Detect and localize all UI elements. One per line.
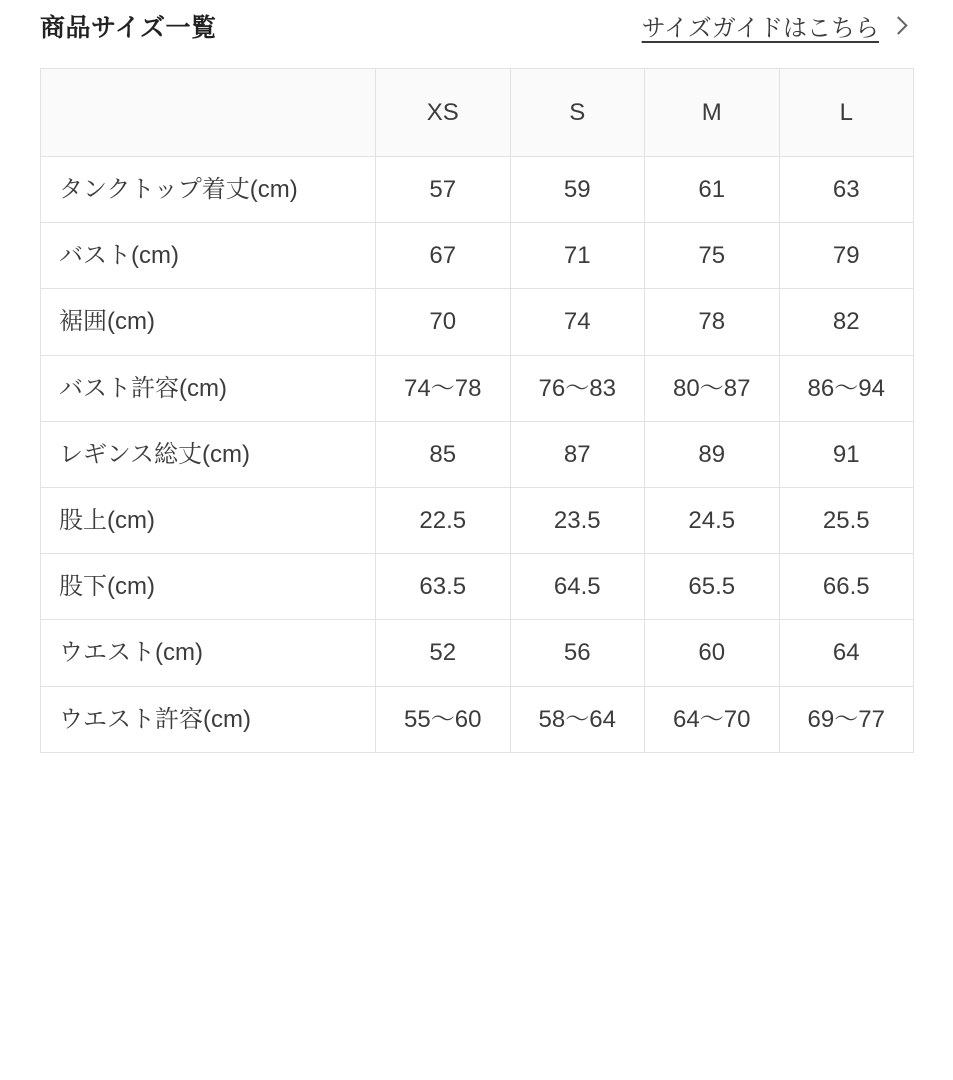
cell-value: 70 (376, 289, 511, 355)
table-row (41, 554, 914, 620)
cell-value: 57 (376, 157, 511, 223)
cell-value: 22.5 (376, 487, 511, 553)
cell-value: 86〜94 (779, 355, 914, 421)
cell-value: 61 (645, 157, 780, 223)
cell-value: 65.5 (645, 554, 780, 620)
column-header-s: S (510, 69, 645, 157)
column-header-m: M (645, 69, 780, 157)
page-title: 商品サイズ一覧 (40, 14, 217, 42)
table-row (41, 289, 914, 355)
cell-value: 79 (779, 223, 914, 289)
table-row (41, 487, 914, 553)
cell-value: 63 (779, 157, 914, 223)
column-header-xs: XS (376, 69, 511, 157)
row-label: 裾囲(cm) (41, 289, 376, 355)
cell-value: 89 (645, 421, 780, 487)
size-guide-link[interactable]: サイズガイドはこちら (641, 15, 879, 42)
size-table-container (0, 68, 953, 753)
row-label: バスト許容(cm) (41, 355, 376, 421)
cell-value: 82 (779, 289, 914, 355)
table-row (41, 620, 914, 686)
cell-value: 87 (510, 421, 645, 487)
cell-value: 80〜87 (645, 355, 780, 421)
row-label: バスト(cm) (41, 223, 376, 289)
row-label: 股上(cm) (41, 487, 376, 553)
table-row (41, 686, 914, 752)
cell-value: 64〜70 (645, 686, 780, 752)
cell-value: 91 (779, 421, 914, 487)
product-size-table (40, 68, 914, 753)
cell-value: 78 (645, 289, 780, 355)
cell-value: 67 (376, 223, 511, 289)
cell-value: 64.5 (510, 554, 645, 620)
cell-value: 52 (376, 620, 511, 686)
cell-value: 58〜64 (510, 686, 645, 752)
table-row (41, 157, 914, 223)
cell-value: 23.5 (510, 487, 645, 553)
cell-value: 56 (510, 620, 645, 686)
row-label: タンクトップ着丈(cm) (41, 157, 376, 223)
column-header-l: L (779, 69, 914, 157)
cell-value: 76〜83 (510, 355, 645, 421)
row-label: 股下(cm) (41, 554, 376, 620)
cell-value: 24.5 (645, 487, 780, 553)
cell-value: 66.5 (779, 554, 914, 620)
table-head (41, 69, 914, 157)
page-header (0, 0, 953, 58)
cell-value: 59 (510, 157, 645, 223)
table-header-row (41, 69, 914, 157)
table-row (41, 421, 914, 487)
cell-value: 64 (779, 620, 914, 686)
cell-value: 25.5 (779, 487, 914, 553)
chevron-right-icon[interactable] (891, 15, 905, 37)
cell-value: 75 (645, 223, 780, 289)
cell-value: 60 (645, 620, 780, 686)
cell-value: 55〜60 (376, 686, 511, 752)
row-label: ウエスト許容(cm) (41, 686, 376, 752)
cell-value: 74 (510, 289, 645, 355)
cell-value: 85 (376, 421, 511, 487)
table-row (41, 355, 914, 421)
row-label: レギンス総丈(cm) (41, 421, 376, 487)
row-label: ウエスト(cm) (41, 620, 376, 686)
cell-value: 63.5 (376, 554, 511, 620)
size-guide-link-group[interactable] (642, 8, 913, 43)
cell-value: 74〜78 (376, 355, 511, 421)
cell-value: 69〜77 (779, 686, 914, 752)
cell-value: 71 (510, 223, 645, 289)
table-corner-cell (41, 69, 376, 157)
table-row (41, 223, 914, 289)
table-body (41, 157, 914, 753)
